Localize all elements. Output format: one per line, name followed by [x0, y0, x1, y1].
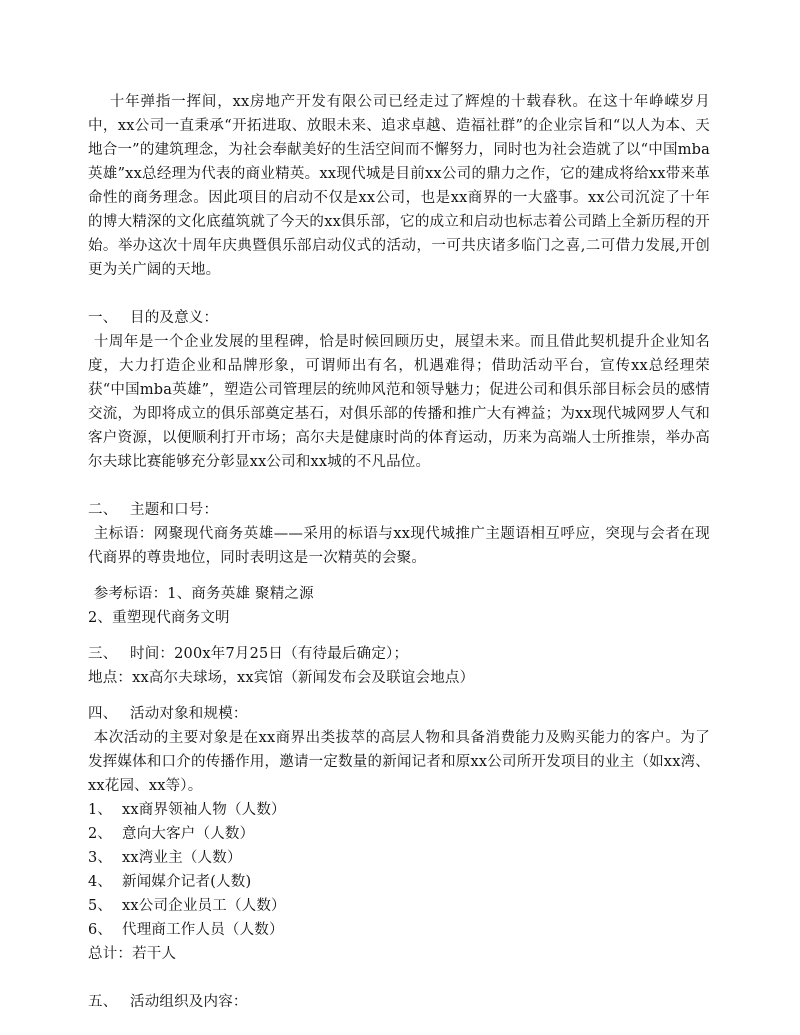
- section-2-heading: [88, 498, 710, 522]
- list-item-text: xx公司企业员工（人数）: [122, 898, 286, 914]
- list-item: [88, 918, 710, 942]
- section-4-title: 活动对象和规模：: [130, 706, 248, 722]
- section-5-number: 五、: [88, 994, 118, 1010]
- total-line: 总计：若干人: [88, 946, 177, 962]
- section-1-heading: [88, 306, 710, 330]
- section-4-heading: [88, 702, 710, 726]
- list-item-number: 3、: [88, 850, 113, 866]
- reference-slogan-2: 2、重塑现代商务文明: [88, 610, 230, 626]
- reference-slogan-1: 参考标语：1、商务英雄 聚精之源: [93, 586, 314, 602]
- list-item: [88, 798, 710, 822]
- section-3-place: 地点：xx高尔夫球场，xx宾馆（新闻发布会及联谊会地点）: [88, 670, 475, 686]
- section-3-time: 时间：200x年7月25日（有待最后确定）；: [130, 646, 409, 662]
- list-item: [88, 870, 710, 894]
- list-item-text: xx商界领袖人物（人数）: [122, 802, 286, 818]
- section-3-heading: [88, 642, 710, 666]
- section-5-title: 活动组织及内容：: [130, 994, 248, 1010]
- list-item-number: 4、: [88, 874, 113, 890]
- section-1-number: 一、: [88, 310, 118, 326]
- list-item-text: xx湾业主（人数）: [122, 850, 242, 866]
- main-slogan-paragraph: 主标语：网聚现代商务英雄——采用的标语与xx现代城推广主题语相互呼应，突现与会者在现代商界的尊贵地位，同时表明这是一次精英的会聚。: [88, 526, 710, 566]
- section-4-number: 四、: [88, 706, 118, 722]
- section-3-number: 三、: [88, 646, 118, 662]
- list-item-number: 2、: [88, 826, 113, 842]
- section-4-body: 本次活动的主要对象是在xx商界出类拔萃的高层人物和具备消费能力及购买能力的客户。为了发挥媒体和口介的传播作用，邀请一定数量的新闻记者和原xx公司所开发项目的业主（如xx湾、xx花园、xx等）。: [88, 730, 710, 794]
- list-item-text: 新闻媒介记者(人数): [122, 874, 252, 890]
- section-1-body: 十周年是一个企业发展的里程碑，恰是时候回顾历史，展望未来。而且借此契机提升企业知名度，大力打造企业和品牌形象，可谓师出有名，机遇难得；借助活动平台，宣传xx总经理荣获“中国mba英雄”，塑造公司管理层的统帅风范和领导魅力；促进公司和俱乐部目标会员的感情交流，为即将成立的俱乐部奠定基石，对俱乐部的传播和推广大有裨益；为xx现代城网罗人气和客户资源，以便顺利打开市场；高尔夫是健康时尚的体育运动，历来为高端人士所推崇，举办高尔夫球比赛能够充分彰显xx公司和xx城的不凡品位。: [88, 334, 710, 470]
- list-item: [88, 894, 710, 918]
- list-item-text: 意向大客户（人数）: [122, 826, 255, 842]
- intro-paragraph: 十年弹指一挥间，xx房地产开发有限公司已经走过了辉煌的十载春秋。在这十年峥嵘岁月中，xx公司一直秉承“开拓进取、放眼未来、追求卓越、造福社群”的企业宗旨和“以人为本、天地合一”的建筑理念，为社会奉献美好的生活空间而不懈努力，同时也为社会造就了以“中国mba英雄”xx总经理为代表的商业精英。xx现代城是目前xx公司的鼎力之作，它的建成将给xx带来革命性的商务理念。因此项目的启动不仅是xx公司，也是xx商界的一大盛事。xx公司沉淀了十年的博大精深的文化底蕴筑就了今天的xx俱乐部，它的成立和启动也标志着公司踏上全新历程的开始。举办这次十周年庆典暨俱乐部启动仪式的活动，一可共庆诸多临门之喜,二可借力发展,开创更为关广阔的天地。: [88, 94, 710, 278]
- list-item-number: 5、: [88, 898, 113, 914]
- list-item-number: 6、: [88, 922, 113, 938]
- list-item-number: 1、: [88, 802, 113, 818]
- section-5-heading: [88, 990, 710, 1014]
- document-page: [88, 90, 710, 1014]
- section-2-title: 主题和口号：: [130, 502, 219, 518]
- list-item-text: 代理商工作人员（人数）: [122, 922, 284, 938]
- list-item: [88, 822, 710, 846]
- section-2-number: 二、: [88, 502, 118, 518]
- section-1-title: 目的及意义：: [130, 310, 219, 326]
- list-item: [88, 846, 710, 870]
